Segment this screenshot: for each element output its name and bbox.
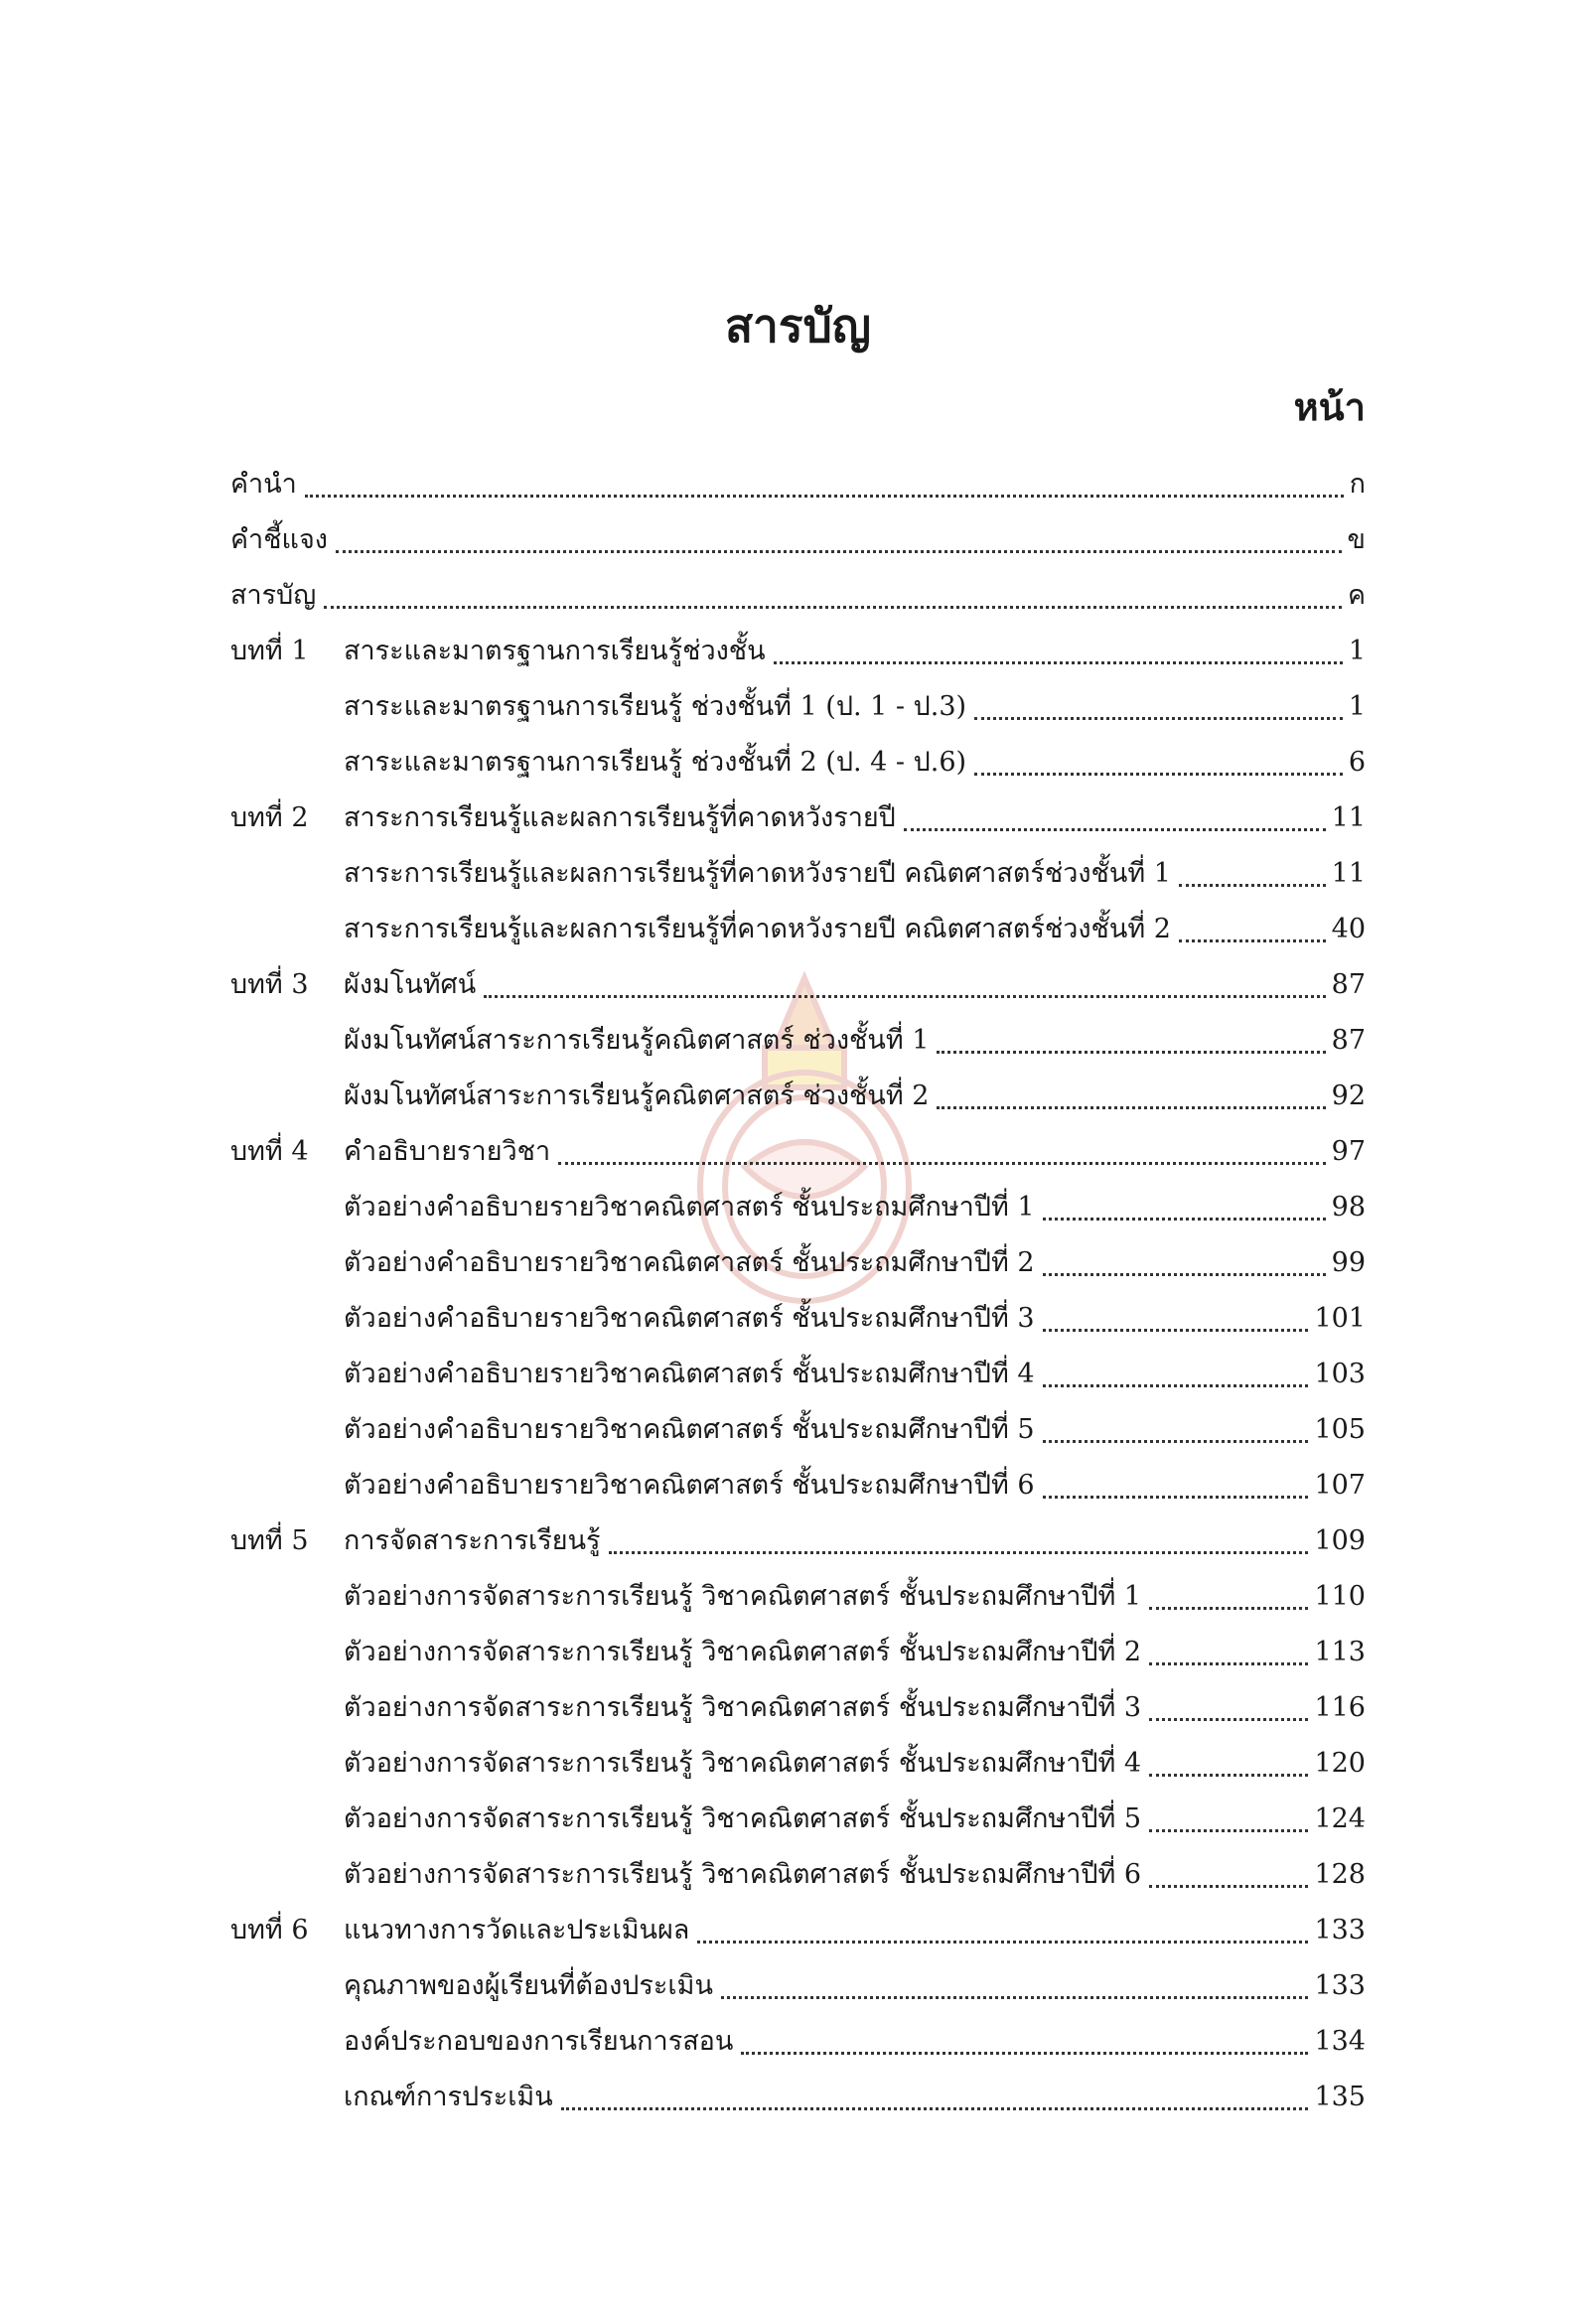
toc-entry-label: ตัวอย่างคำอธิบายรายวิชาคณิตศาสตร์ ชั้นประถมศึกษาปีที่ 1 bbox=[344, 1192, 1035, 1223]
toc-entry-label: คำชี้แจง bbox=[230, 524, 328, 555]
toc-page-number: 99 bbox=[1331, 1247, 1366, 1278]
toc-entry bbox=[230, 735, 1366, 791]
toc-dot-leader bbox=[1149, 1661, 1308, 1665]
toc-dot-leader bbox=[1179, 883, 1326, 887]
toc-dot-leader bbox=[305, 494, 1344, 498]
toc-entry-label: ตัวอย่างคำอธิบายรายวิชาคณิตศาสตร์ ชั้นประถมศึกษาปีที่ 2 bbox=[344, 1247, 1035, 1278]
toc-dot-leader bbox=[1149, 1828, 1308, 1832]
toc-page-number: 133 bbox=[1314, 1970, 1366, 2001]
toc-entry bbox=[230, 679, 1366, 735]
toc-entry-label: ตัวอย่างคำอธิบายรายวิชาคณิตศาสตร์ ชั้นประถมศึกษาปีที่ 5 bbox=[344, 1414, 1035, 1445]
toc-dot-leader bbox=[1149, 1717, 1308, 1721]
toc-dot-leader bbox=[1179, 938, 1326, 942]
toc-page-number: 116 bbox=[1314, 1692, 1366, 1723]
toc-dot-leader bbox=[609, 1550, 1309, 1554]
toc-dot-leader bbox=[904, 827, 1326, 831]
toc-page-number: 128 bbox=[1314, 1859, 1366, 1890]
toc-entry bbox=[230, 902, 1366, 957]
toc-entry bbox=[230, 1792, 1366, 1847]
toc-entry-label: สาระและมาตรฐานการเรียนรู้ช่วงชั้น bbox=[344, 636, 766, 666]
toc-page-number: 87 bbox=[1331, 1025, 1366, 1056]
toc-entry-label: ผังมโนทัศน์ bbox=[344, 969, 477, 1000]
toc-page-number: 107 bbox=[1314, 1470, 1366, 1501]
toc-dot-leader bbox=[937, 1105, 1325, 1109]
toc-entry bbox=[230, 846, 1366, 902]
toc-page-number: 103 bbox=[1314, 1359, 1366, 1389]
toc-entry bbox=[230, 512, 1366, 568]
toc-entry-label: สารบัญ bbox=[230, 580, 317, 611]
toc-page-number: 105 bbox=[1314, 1414, 1366, 1445]
toc-entry-label: ตัวอย่างการจัดสาระการเรียนรู้ วิชาคณิตศาสตร์ ชั้นประถมศึกษาปีที่ 6 bbox=[344, 1859, 1142, 1890]
table-of-contents bbox=[230, 457, 1366, 2125]
toc-entry bbox=[230, 1958, 1366, 2014]
toc-dot-leader bbox=[1149, 1773, 1308, 1777]
toc-page-number: 40 bbox=[1331, 914, 1366, 944]
toc-dot-leader bbox=[484, 994, 1325, 998]
toc-chapter-number: บทที่ 4 bbox=[230, 1136, 309, 1167]
toc-entry bbox=[230, 1124, 1366, 1180]
toc-entry bbox=[230, 1903, 1366, 1958]
toc-page-number: 120 bbox=[1314, 1748, 1366, 1779]
toc-dot-leader bbox=[697, 1940, 1308, 1943]
toc-entry-label: คำนำ bbox=[230, 469, 297, 500]
toc-dot-leader bbox=[1149, 1606, 1308, 1610]
toc-entry bbox=[230, 1736, 1366, 1792]
toc-entry-label: ผังมโนทัศน์สาระการเรียนรู้คณิตศาสตร์ ช่วงชั้นที่ 1 bbox=[344, 1025, 930, 1056]
toc-entry bbox=[230, 1569, 1366, 1625]
toc-dot-leader bbox=[741, 2051, 1308, 2055]
toc-dot-leader bbox=[558, 1161, 1325, 1165]
toc-entry-label: การจัดสาระการเรียนรู้ bbox=[344, 1525, 601, 1556]
toc-entry-label: สาระการเรียนรู้และผลการเรียนรู้ที่คาดหวังรายปี bbox=[344, 802, 896, 833]
toc-page-number: 11 bbox=[1331, 802, 1366, 833]
toc-entry-label: ตัวอย่างคำอธิบายรายวิชาคณิตศาสตร์ ชั้นประถมศึกษาปีที่ 4 bbox=[344, 1359, 1035, 1389]
toc-entry bbox=[230, 1180, 1366, 1235]
toc-page-number: 92 bbox=[1331, 1080, 1366, 1111]
toc-page-number: 97 bbox=[1331, 1136, 1366, 1167]
toc-page-number: 98 bbox=[1331, 1192, 1366, 1223]
toc-entry-label: สาระการเรียนรู้และผลการเรียนรู้ที่คาดหวังรายปี คณิตศาสตร์ช่วงชั้นที่ 1 bbox=[344, 858, 1171, 889]
toc-dot-leader bbox=[1043, 1495, 1309, 1499]
toc-entry-label: สาระและมาตรฐานการเรียนรู้ ช่วงชั้นที่ 1 (ป. 1 - ป.3) bbox=[344, 691, 967, 722]
toc-page-number: 133 bbox=[1314, 1915, 1366, 1945]
toc-page-number: ค bbox=[1347, 580, 1366, 611]
toc-dot-leader bbox=[774, 660, 1343, 664]
toc-dot-leader bbox=[974, 716, 1343, 720]
toc-chapter-number: บทที่ 3 bbox=[230, 969, 309, 1000]
toc-page-number: 113 bbox=[1314, 1637, 1366, 1667]
toc-dot-leader bbox=[1043, 1383, 1309, 1387]
toc-entry bbox=[230, 1513, 1366, 1569]
toc-chapter-number: บทที่ 1 bbox=[230, 636, 309, 666]
toc-entry-label: องค์ประกอบของการเรียนการสอน bbox=[344, 2026, 734, 2057]
toc-entry-label: ตัวอย่างการจัดสาระการเรียนรู้ วิชาคณิตศาสตร์ ชั้นประถมศึกษาปีที่ 4 bbox=[344, 1748, 1142, 1779]
page-title: สารบัญ bbox=[724, 299, 871, 353]
toc-dot-leader bbox=[336, 549, 1342, 553]
toc-page-number: 6 bbox=[1348, 747, 1366, 778]
toc-dot-leader bbox=[1149, 1884, 1308, 1888]
toc-entry bbox=[230, 1013, 1366, 1069]
toc-dot-leader bbox=[974, 772, 1343, 776]
toc-page-number: 101 bbox=[1314, 1303, 1366, 1334]
toc-dot-leader bbox=[324, 605, 1342, 609]
toc-dot-leader bbox=[1043, 1272, 1326, 1276]
toc-page-number: 109 bbox=[1314, 1525, 1366, 1556]
toc-page-number: 110 bbox=[1314, 1581, 1366, 1612]
toc-page-number: 134 bbox=[1314, 2026, 1366, 2057]
toc-entry bbox=[230, 2014, 1366, 2070]
toc-entry bbox=[230, 1235, 1366, 1291]
toc-entry-label: คุณภาพของผู้เรียนที่ต้องประเมิน bbox=[344, 1970, 713, 2001]
toc-dot-leader bbox=[561, 2106, 1309, 2110]
toc-chapter-number: บทที่ 2 bbox=[230, 802, 309, 833]
toc-page-number: 1 bbox=[1348, 636, 1366, 666]
toc-entry-label: ตัวอย่างการจัดสาระการเรียนรู้ วิชาคณิตศาสตร์ ชั้นประถมศึกษาปีที่ 1 bbox=[344, 1581, 1142, 1612]
toc-entry-label: สาระและมาตรฐานการเรียนรู้ ช่วงชั้นที่ 2 (ป. 4 - ป.6) bbox=[344, 747, 967, 778]
toc-page-number: ข bbox=[1347, 524, 1366, 555]
toc-entry-label: คำอธิบายรายวิชา bbox=[344, 1136, 551, 1167]
toc-page-number: ก bbox=[1349, 469, 1366, 500]
toc-entry-label: ตัวอย่างการจัดสาระการเรียนรู้ วิชาคณิตศาสตร์ ชั้นประถมศึกษาปีที่ 5 bbox=[344, 1803, 1142, 1834]
toc-entry-label: ตัวอย่างคำอธิบายรายวิชาคณิตศาสตร์ ชั้นประถมศึกษาปีที่ 3 bbox=[344, 1303, 1035, 1334]
toc-dot-leader bbox=[937, 1050, 1325, 1054]
toc-entry-label: ผังมโนทัศน์สาระการเรียนรู้คณิตศาสตร์ ช่วงชั้นที่ 2 bbox=[344, 1080, 930, 1111]
toc-entry-label: แนวทางการวัดและประเมินผล bbox=[344, 1915, 690, 1945]
toc-entry bbox=[230, 1847, 1366, 1903]
toc-entry bbox=[230, 568, 1366, 624]
toc-dot-leader bbox=[1043, 1439, 1309, 1443]
toc-entry bbox=[230, 1458, 1366, 1513]
toc-dot-leader bbox=[721, 1995, 1309, 1999]
toc-entry-label: ตัวอย่างคำอธิบายรายวิชาคณิตศาสตร์ ชั้นประถมศึกษาปีที่ 6 bbox=[344, 1470, 1035, 1501]
toc-entry bbox=[230, 957, 1366, 1013]
toc-entry bbox=[230, 1069, 1366, 1124]
toc-chapter-number: บทที่ 5 bbox=[230, 1525, 309, 1556]
page-column-heading: หน้า bbox=[1293, 384, 1366, 429]
toc-entry bbox=[230, 1347, 1366, 1402]
toc-entry bbox=[230, 2070, 1366, 2125]
toc-dot-leader bbox=[1043, 1217, 1326, 1221]
toc-chapter-number: บทที่ 6 bbox=[230, 1915, 309, 1945]
toc-entry-label: ตัวอย่างการจัดสาระการเรียนรู้ วิชาคณิตศาสตร์ ชั้นประถมศึกษาปีที่ 3 bbox=[344, 1692, 1142, 1723]
toc-entry bbox=[230, 1680, 1366, 1736]
toc-entry bbox=[230, 1402, 1366, 1458]
toc-page-number: 1 bbox=[1348, 691, 1366, 722]
toc-page-number: 87 bbox=[1331, 969, 1366, 1000]
toc-entry bbox=[230, 457, 1366, 512]
toc-page-number: 11 bbox=[1331, 858, 1366, 889]
toc-entry bbox=[230, 791, 1366, 846]
toc-entry-label: ตัวอย่างการจัดสาระการเรียนรู้ วิชาคณิตศาสตร์ ชั้นประถมศึกษาปีที่ 2 bbox=[344, 1637, 1142, 1667]
toc-entry-label: เกณฑ์การประเมิน bbox=[344, 2082, 553, 2112]
toc-entry-label: สาระการเรียนรู้และผลการเรียนรู้ที่คาดหวังรายปี คณิตศาสตร์ช่วงชั้นที่ 2 bbox=[344, 914, 1171, 944]
toc-page-number: 135 bbox=[1314, 2082, 1366, 2112]
toc-dot-leader bbox=[1043, 1328, 1309, 1332]
toc-entry bbox=[230, 1625, 1366, 1680]
toc-entry bbox=[230, 1291, 1366, 1347]
toc-page-number: 124 bbox=[1314, 1803, 1366, 1834]
toc-entry bbox=[230, 624, 1366, 679]
